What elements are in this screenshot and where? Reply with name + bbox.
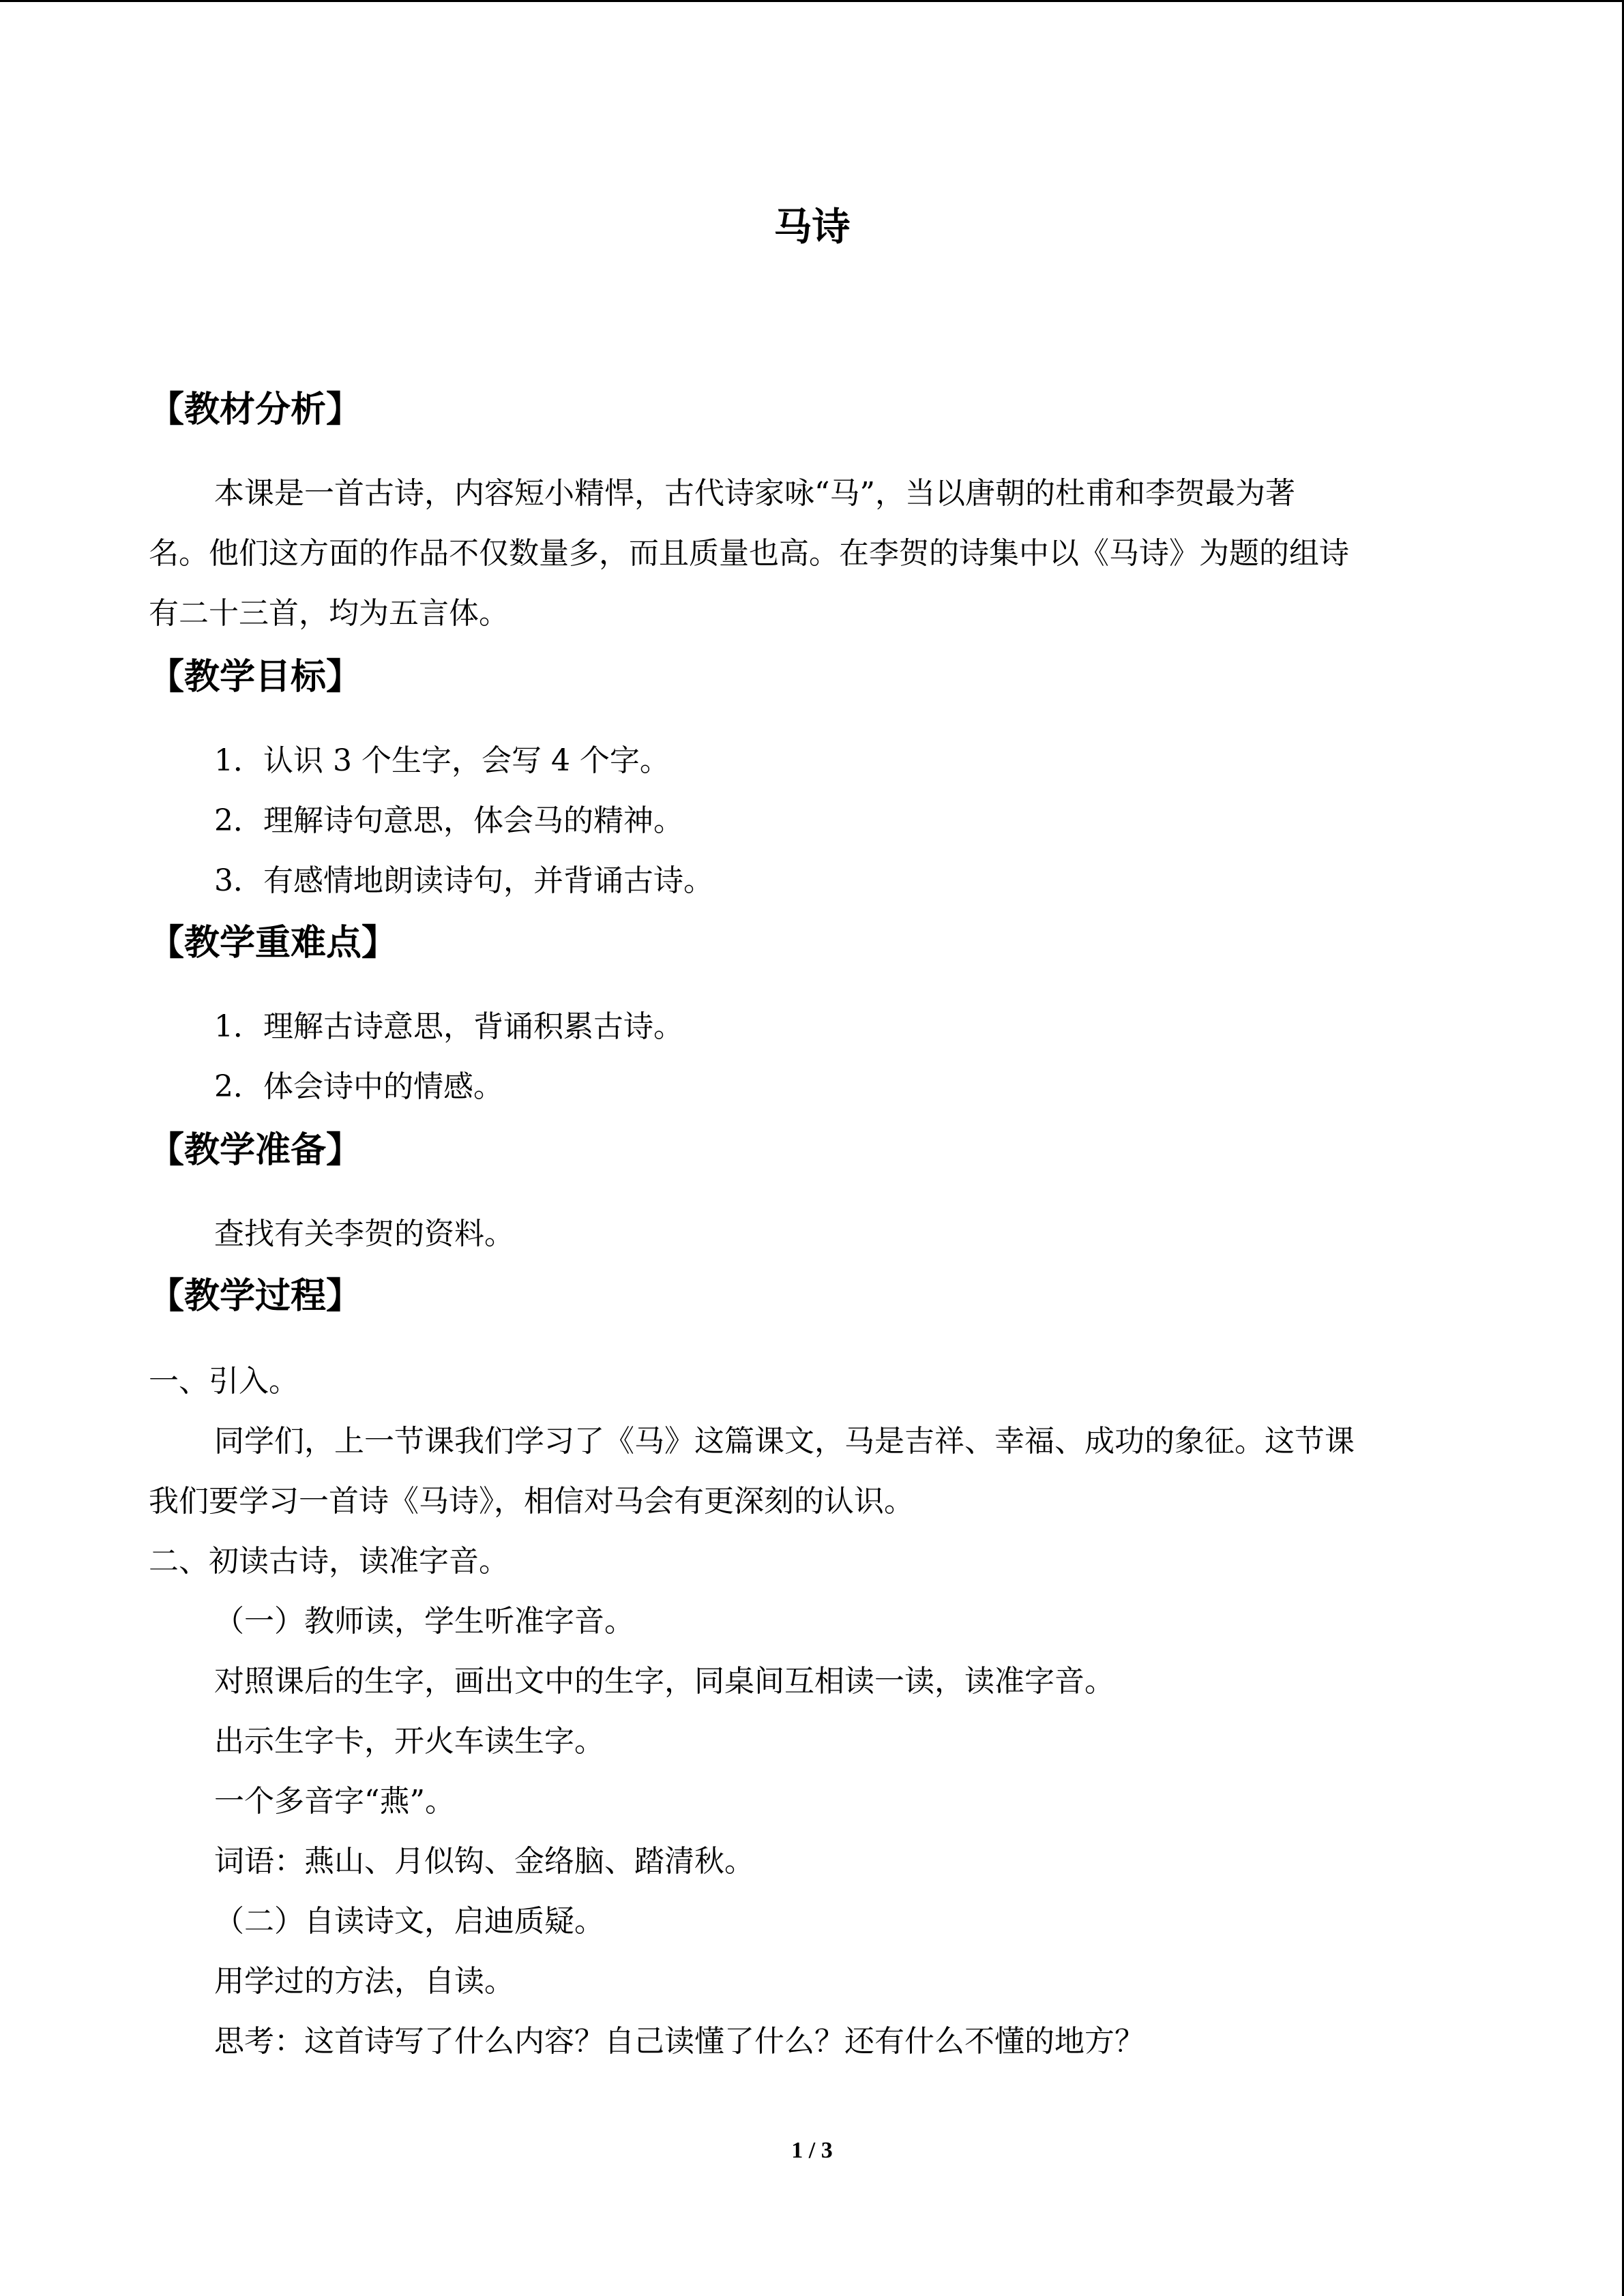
document-title: 马诗 [773, 205, 851, 250]
paragraph-line: （一）教师读，学生听准字音。 [214, 1604, 634, 1639]
page-border-top [0, 0, 1624, 2]
list-item: 2．理解诗句意思，体会马的精神。 [214, 803, 683, 838]
paragraph-line: 用学过的方法，自读。 [214, 1964, 514, 1999]
paragraph-line: 查找有关李贺的资料。 [214, 1217, 514, 1251]
list-item: 3．有感情地朗读诗句，并背诵古诗。 [214, 863, 713, 898]
paragraph-line: 一、引入。 [149, 1364, 299, 1399]
list-item: 1．认识 3 个生字，会写 4 个字。 [214, 743, 670, 778]
heading-teaching-goals: 【教学目标】 [149, 657, 362, 698]
paragraph-line: 有二十三首，均为五言体。 [149, 596, 509, 631]
paragraph-line: 思考：这首诗写了什么内容？自己读懂了什么？还有什么不懂的地方？ [214, 2024, 1145, 2059]
paragraph-line: 一个多音字“燕”。 [214, 1784, 455, 1819]
paragraph-line: 名。他们这方面的作品不仅数量多，而且质量也高。在李贺的诗集中以《马诗》为题的组诗 [149, 536, 1349, 571]
paragraph-line: 词语：燕山、月似钩、金络脑、踏清秋。 [214, 1844, 754, 1879]
heading-preparation: 【教学准备】 [149, 1130, 362, 1171]
paragraph-line: 我们要学习一首诗《马诗》，相信对马会有更深刻的认识。 [149, 1484, 914, 1519]
paragraph-line: 对照课后的生字，画出文中的生字，同桌间互相读一读，读准字音。 [214, 1664, 1114, 1699]
paragraph-line: 出示生字卡，开火车读生字。 [214, 1724, 604, 1759]
paragraph-line: 本课是一首古诗，内容短小精悍，古代诗家咏“马”，当以唐朝的杜甫和李贺最为著 [214, 476, 1295, 511]
page-number: 1 / 3 [791, 2138, 833, 2163]
paragraph-line: （二）自读诗文，启迪质疑。 [214, 1904, 604, 1939]
list-item: 2．体会诗中的情感。 [214, 1069, 503, 1104]
paragraph-line: 同学们，上一节课我们学习了《马》这篇课文，马是吉祥、幸福、成功的象征。这节课 [214, 1424, 1355, 1459]
heading-material-analysis: 【教材分析】 [149, 389, 362, 430]
list-item: 1．理解古诗意思，背诵积累古诗。 [214, 1009, 683, 1044]
heading-key-points: 【教学重难点】 [149, 923, 398, 964]
heading-process: 【教学过程】 [149, 1276, 362, 1317]
paragraph-line: 二、初读古诗，读准字音。 [149, 1544, 509, 1579]
